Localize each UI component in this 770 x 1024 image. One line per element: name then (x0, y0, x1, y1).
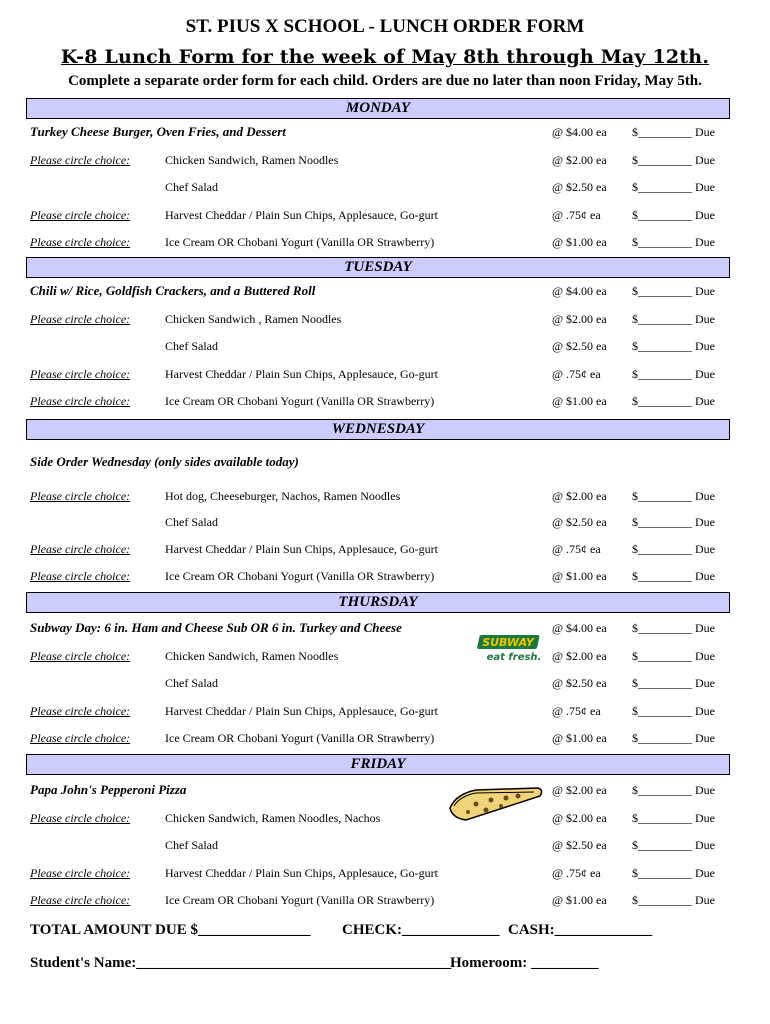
menu-item: Harvest Cheddar / Plain Sun Chips, Applesauce, Go-gurt (165, 866, 438, 880)
list-item (30, 809, 730, 827)
due-blank[interactable]: $_________ Due (632, 866, 715, 880)
price: @ $2.00 ea (552, 649, 607, 663)
circle-choice-label: Please circle choice: (30, 153, 131, 167)
due-blank[interactable]: $_________ Due (632, 515, 715, 529)
friday-headline: Papa John's Pepperoni Pizza (30, 782, 187, 797)
list-item (30, 674, 730, 692)
list-item (30, 151, 730, 169)
price: @ $4.00 ea (552, 125, 607, 139)
due-blank[interactable]: $_________ Due (632, 649, 715, 663)
total-amount-field[interactable]: TOTAL AMOUNT DUE $_______________ (30, 922, 311, 938)
menu-item: Harvest Cheddar / Plain Sun Chips, Applesauce, Go-gurt (165, 367, 438, 381)
price: @ $2.00 ea (552, 811, 607, 825)
menu-item: Ice Cream OR Chobani Yogurt (Vanilla OR Strawberry) (165, 394, 435, 408)
circle-choice-label: Please circle choice: (30, 649, 131, 663)
price: @ .75¢ ea (552, 704, 601, 718)
price: @ $1.00 ea (552, 731, 607, 745)
due-blank[interactable]: $_________ Due (632, 235, 715, 249)
circle-choice-label: Please circle choice: (30, 866, 131, 880)
circle-choice-label: Please circle choice: (30, 489, 131, 503)
tuesday-headline: Chili w/ Rice, Goldfish Crackers, and a Buttered Roll (30, 283, 316, 298)
day-bar-monday: MONDAY (26, 98, 730, 119)
price: @ $1.00 ea (552, 569, 607, 583)
due-blank[interactable]: $_________ Due (632, 704, 715, 718)
menu-item: Chef Salad (165, 339, 218, 353)
circle-choice-label: Please circle choice: (30, 704, 131, 718)
menu-item: Chicken Sandwich , Ramen Noodles (165, 312, 342, 326)
menu-item: Chef Salad (165, 838, 218, 852)
due-blank[interactable]: $_________ Due (632, 783, 715, 797)
price: @ $1.00 ea (552, 235, 607, 249)
list-item (30, 233, 730, 251)
price: @ $4.00 ea (552, 284, 607, 298)
homeroom-field[interactable]: Homeroom: _________ (450, 955, 599, 971)
check-field[interactable]: CHECK:_____________ (342, 922, 500, 938)
due-blank[interactable]: $_________ Due (632, 394, 715, 408)
circle-choice-label: Please circle choice: (30, 312, 131, 326)
circle-choice-label: Please circle choice: (30, 893, 131, 907)
monday-headline: Turkey Cheese Burger, Oven Fries, and Dessert (30, 124, 286, 139)
due-blank[interactable]: $_________ Due (632, 838, 715, 852)
form-subtitle: K-8 Lunch Form for the week of May 8th through May 12th. (60, 46, 710, 68)
day-bar-thursday: THURSDAY (26, 592, 730, 613)
monday-headline-row (30, 123, 730, 141)
circle-choice-label: Please circle choice: (30, 542, 131, 556)
due-blank[interactable]: $_________ Due (632, 542, 715, 556)
circle-choice-label: Please circle choice: (30, 394, 131, 408)
list-item (30, 647, 730, 665)
menu-item: Harvest Cheddar / Plain Sun Chips, Applesauce, Go-gurt (165, 208, 438, 222)
list-item (30, 864, 730, 882)
day-bar-wednesday: WEDNESDAY (26, 419, 730, 440)
price: @ $2.00 ea (552, 312, 607, 326)
circle-choice-label: Please circle choice: (30, 569, 131, 583)
price: @ .75¢ ea (552, 208, 601, 222)
price: @ $2.50 ea (552, 838, 607, 852)
price: @ .75¢ ea (552, 866, 601, 880)
due-blank[interactable]: $_________ Due (632, 893, 715, 907)
due-blank[interactable]: $_________ Due (632, 569, 715, 583)
price: @ $2.50 ea (552, 676, 607, 690)
due-blank[interactable]: $_________ Due (632, 125, 715, 139)
thursday-headline-row (30, 619, 730, 637)
menu-item: Chef Salad (165, 515, 218, 529)
due-blank[interactable]: $_________ Due (632, 676, 715, 690)
subway-logo-text: SUBWAY (482, 636, 534, 649)
day-bar-friday: FRIDAY (26, 754, 730, 775)
list-item (30, 178, 730, 196)
friday-headline-row (30, 781, 730, 799)
thursday-headline: Subway Day: 6 in. Ham and Cheese Sub OR 6 in. Turkey and Cheese (30, 620, 402, 635)
due-blank[interactable]: $_________ Due (632, 312, 715, 326)
price: @ $1.00 ea (552, 893, 607, 907)
list-item (30, 513, 730, 531)
day-bar-tuesday: TUESDAY (26, 257, 730, 278)
menu-item: Harvest Cheddar / Plain Sun Chips, Applesauce, Go-gurt (165, 704, 438, 718)
circle-choice-label: Please circle choice: (30, 731, 131, 745)
list-item (30, 567, 730, 585)
due-blank[interactable]: $_________ Due (632, 811, 715, 825)
price: @ .75¢ ea (552, 542, 601, 556)
form-title: ST. PIUS X SCHOOL - LUNCH ORDER FORM (185, 16, 585, 37)
list-item (30, 540, 730, 558)
subway-logo-tagline: eat fresh. (486, 652, 542, 663)
price: @ $4.00 ea (552, 621, 607, 635)
cash-field[interactable]: CASH:_____________ (508, 922, 653, 938)
due-blank[interactable]: $_________ Due (632, 621, 715, 635)
list-item (30, 729, 730, 747)
price: @ $2.00 ea (552, 783, 607, 797)
list-item (30, 206, 730, 224)
menu-item: Chicken Sandwich, Ramen Noodles, Nachos (165, 811, 381, 825)
due-blank[interactable]: $_________ Due (632, 489, 715, 503)
price: @ $2.50 ea (552, 339, 607, 353)
due-blank[interactable]: $_________ Due (632, 208, 715, 222)
price: @ $2.50 ea (552, 180, 607, 194)
due-blank[interactable]: $_________ Due (632, 180, 715, 194)
list-item (30, 310, 730, 328)
wednesday-note: Side Order Wednesday (only sides available today) (30, 454, 299, 469)
price: @ $2.00 ea (552, 153, 607, 167)
menu-item: Ice Cream OR Chobani Yogurt (Vanilla OR Strawberry) (165, 893, 435, 907)
menu-item: Chicken Sandwich, Ramen Noodles (165, 649, 339, 663)
due-blank[interactable]: $_________ Due (632, 731, 715, 745)
menu-item: Ice Cream OR Chobani Yogurt (Vanilla OR Strawberry) (165, 569, 435, 583)
tuesday-headline-row (30, 282, 730, 300)
menu-item: Hot dog, Cheeseburger, Nachos, Ramen Noodles (165, 489, 401, 503)
due-blank[interactable]: $_________ Due (632, 367, 715, 381)
price: @ $2.00 ea (552, 489, 607, 503)
price: @ $2.50 ea (552, 515, 607, 529)
due-blank[interactable]: $_________ Due (632, 339, 715, 353)
form-instructions: Complete a separate order form for each child. Orders are due no later than noon Friday, May 5th. (68, 73, 702, 89)
list-item (30, 487, 730, 505)
menu-item: Harvest Cheddar / Plain Sun Chips, Applesauce, Go-gurt (165, 542, 438, 556)
list-item (30, 337, 730, 355)
list-item (30, 836, 730, 854)
menu-item: Chicken Sandwich, Ramen Noodles (165, 153, 339, 167)
price: @ $1.00 ea (552, 394, 607, 408)
price: @ .75¢ ea (552, 367, 601, 381)
list-item (30, 891, 730, 909)
list-item (30, 702, 730, 720)
circle-choice-label: Please circle choice: (30, 367, 131, 381)
circle-choice-label: Please circle choice: (30, 811, 131, 825)
menu-item: Chef Salad (165, 676, 218, 690)
menu-item: Ice Cream OR Chobani Yogurt (Vanilla OR Strawberry) (165, 731, 435, 745)
list-item (30, 365, 730, 383)
due-blank[interactable]: $_________ Due (632, 153, 715, 167)
list-item (30, 392, 730, 410)
circle-choice-label: Please circle choice: (30, 235, 131, 249)
menu-item: Ice Cream OR Chobani Yogurt (Vanilla OR Strawberry) (165, 235, 435, 249)
circle-choice-label: Please circle choice: (30, 208, 131, 222)
student-name-field[interactable]: Student's Name:__________________________________________ (30, 955, 452, 971)
due-blank[interactable]: $_________ Due (632, 284, 715, 298)
menu-item: Chef Salad (165, 180, 218, 194)
